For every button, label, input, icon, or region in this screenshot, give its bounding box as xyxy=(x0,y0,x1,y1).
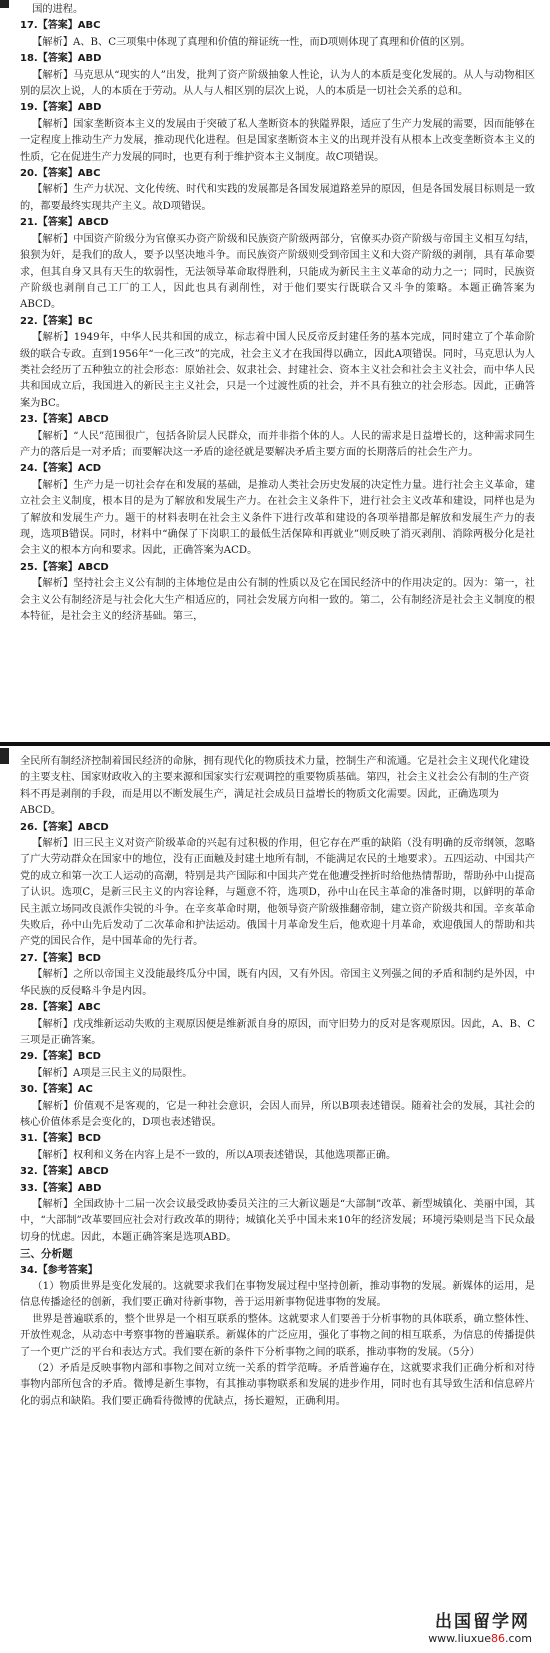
explanation-paragraph: 【解析】旧三民主义对资产阶级革命的兴起有过积极的作用，但它存在严重的缺陷（没有明确的反帝纲领，忽略了广大劳动群众在国家中的地位，没有正面触及封建土地所有制，不能满足农民的土地要求）。五四运动、中国共产党的成立和第一次工人运动的高潮，特别是共产国际和中国共产党在他遭受挫折时给他热情帮助，帮助孙中山提高了认识。选项C，是新三民主义的内容诠释，与题意不符，选项D，孙中山在民主革命的准备时期，以鲜明的革命民主派立场同改良派作尖锐的斗争。在辛亥革命时期，他领导资产阶级推翻帝制，建立资产阶级共和国。辛亥革命失败后，孙中山先后发动了二次革命和护法运动。俄国十月革命发生后，他欢迎十月革命，欢迎俄国人的帮助和共产党的国民合作，是中国革命的先行者。 xyxy=(20,838,535,948)
explanation-paragraph: （1）物质世界是变化发展的。这就要求我们在事物发展过程中坚持创新，推动事物的发展。新媒体的运用，是信息传播途径的创新，我们要正确对待新事物，善于运用新事物促进事物的发展。 xyxy=(20,1281,535,1309)
answer-key-line: 34.【参考答案】 xyxy=(20,1264,98,1276)
answer-key-line: 32.【答案】ABCD xyxy=(20,1166,109,1178)
answer-section-upper xyxy=(20,2,535,625)
answer-key-line: 25.【答案】ABCD xyxy=(20,561,109,573)
section-heading: 三、分析题 xyxy=(20,1248,73,1261)
explanation-paragraph: 国的进程。 xyxy=(32,4,84,15)
explanation-paragraph: 【解析】之所以帝国主义没能最终瓜分中国，既有内因，又有外因。帝国主义列强之间的矛盾和制约是外因，中华民族的反侵略斗争是内因。 xyxy=(20,969,535,997)
explanation-paragraph: 【解析】价值观不是客观的，它是一种社会意识，会因人而异，所以B项表述错误。随着社会的发展，其社会的核心价值体系是会变化的，D项也表述错误。 xyxy=(20,1100,535,1128)
explanation-paragraph: 世界是普遍联系的，整个世界是一个相互联系的整体。这就要求人们要善于分析事物的具体联系，确立整体性、开放性观念，从动态中考察事物的普遍联系。新媒体的广泛应用，强化了事物之间的相互联系，为信息的传播提供了一个更广泛的平台和表达方式。我们要在新的条件下分析事物之间的联系，推动事物的发展。（5分） xyxy=(20,1313,535,1358)
answer-key-line: 23.【答案】ABCD xyxy=(20,414,109,426)
explanation-paragraph: 【解析】生产力状况、文化传统、时代和实践的发展都是各国发展道路差异的原因，但是各国发展目标则是一致的，都要最终实现共产主义。故D项错误。 xyxy=(20,184,535,212)
explanation-paragraph: 【解析】1949年，中华人民共和国的成立，标志着中国人民反帝反封建任务的基本完成，同时建立了个革命阶级的联合专政。直到1956年“一化三改”的完成，社会主义才在我国得以确立，因此A项错误。同时，马克思认为人类社会经历了五种独立的社会形态：原始社会、奴隶社会、封建社会、资本主义社会和社会主义社会，而中华人民共和国成立后，我国进入的新民主主义社会，只是一个过渡性质的社会，并不具有独立的社会形态。因此，正确答案为BC。 xyxy=(20,332,535,409)
explanation-paragraph: 全民所有制经济控制着国民经济的命脉，拥有现代化的物质技术力量，控制生产和流通。它是社会主义现代化建设的主要支柱、国家财政收入的主要来源和国家实行宏观调控的重要物质基础。第四，社会主义社会公有制的生产资料不再是剥削的手段，而是用以不断发展生产，满足社会成员日益增长的物质文化需要。因此，正确选项为ABCD。 xyxy=(20,756,530,817)
answer-key-line: 31.【答案】BCD xyxy=(20,1133,101,1145)
answer-key-line: 17.【答案】ABC xyxy=(20,20,101,32)
scan-margin-mark xyxy=(0,0,9,8)
url-suffix: .com xyxy=(505,1632,532,1645)
explanation-paragraph: （2）矛盾是反映事物内部和事物之间对立统一关系的哲学范畴。矛盾普遍存在，这就要求我们正确分析和对待事物内部所包含的矛盾。微博是新生事物，有其推动事物联系和发展的进步作用，同时也有其导致生活和信息碎片化的弱点和缺陷。我们要正确看待微博的优缺点，扬长避短，正确利用。 xyxy=(20,1363,535,1407)
explanation-paragraph: 【解析】中国资产阶级分为官僚买办资产阶级和民族资产阶级两部分，官僚买办资产阶级与帝国主义相互勾结，狼狈为奸，是我们的敌人，要予以坚决地斗争。而民族资产阶级则受到帝国主义和大资产阶级的剥削，具有革命要求，但其自身又具有天生的软弱性，无法领导革命取得胜利，只能成为新民主主义革命的动力之一；同时，民族资产阶级也剥削自己工厂的工人，因此也具有剥削性，对于他们要实行既联合又斗争的策略。本题正确答案为ABCD。 xyxy=(20,233,535,311)
answer-key-line: 19.【答案】ABD xyxy=(20,102,102,114)
explanation-paragraph: 【解析】戊戌维新运动失败的主观原因便是维新派自身的原因，而守旧势力的反对是客观原因。因此，A、B、C三项是正确答案。 xyxy=(20,1018,535,1046)
url-prefix: www.liuxue xyxy=(428,1632,491,1645)
explanation-paragraph: 【解析】生产力是一切社会存在和发展的基础，是推动人类社会历史发展的决定性力量。进行社会主义革命，建立社会主义制度，根本目的是为了解放和发展生产力。在社会主义条件下，进行社会主义改革和建设，同样也是为了解放和发展生产力。题干的材料表明在社会主义条件下进行改革和建设的各项举措都是解放和发展生产力的表现，选项B错误。同时，材料中“确保了下岗职工的最低生活保障和再就业”则反映了消灭剥削、消除两极分化是社会主义的根本方向和要求。因此，正确答案为ACD。 xyxy=(20,479,535,557)
answer-key-line: 22.【答案】BC xyxy=(20,315,93,327)
url-number: 86 xyxy=(491,1632,505,1645)
answer-section-lower xyxy=(20,754,535,1410)
watermark-url xyxy=(428,1632,532,1645)
page-break-divider xyxy=(0,742,550,746)
watermark-brand: 出国留学网 xyxy=(435,1612,530,1632)
answer-key-line: 27.【答案】BCD xyxy=(20,952,101,964)
answer-key-line: 30.【答案】AC xyxy=(20,1084,93,1096)
answer-key-line: 26.【答案】ABCD xyxy=(20,821,109,833)
answer-key-line: 33.【答案】ABD xyxy=(20,1182,102,1194)
explanation-paragraph: 【解析】马克思从“现实的人”出发，批判了资产阶级抽象人性论，认为人的本质是变化发展的。从人与动物相区别的层次上说，人的本质在于劳动。从人与人相区别的层次上说，人的本质是一切社会关系的总和。 xyxy=(20,69,535,98)
explanation-paragraph: 【解析】全国政协十二届一次会议最受政协委员关注的三大新议题是“大部制”改革、新型城镇化、美丽中国，其中，“大部制”改革要回应社会对行政改革的期待；城镇化关乎中国未来10年的经济发展；环境污染则是当下民众最切身的忧虑。因此，本题正确答案是选项ABD。 xyxy=(20,1198,535,1243)
explanation-paragraph: 【解析】国家垄断资本主义的发展由于突破了私人垄断资本的狭隘界限，适应了生产力发展的需要，因而能够在一定程度上推动生产力发展，推动现代化进程。但是国家垄断资本主义的出现并没有从根本上改变垄断资本主义的性质，它在促进生产力发展的同时，也更有利于维护资本主义制度。故C项错误。 xyxy=(20,118,535,163)
explanation-paragraph: 【解析】A项是三民主义的局限性。 xyxy=(32,1067,193,1079)
answer-key-line: 18.【答案】ABD xyxy=(20,53,102,65)
explanation-paragraph: 【解析】“人民”范围很广，包括各阶层人民群众，而并非指个体的人。人民的需求是日益增长的，这种需求同生产力的落后是一对矛盾；而要解决这一矛盾的途径就是要解决矛盾主要方面的长期落后的社会生产力。 xyxy=(20,430,535,458)
answer-key-line: 29.【答案】BCD xyxy=(20,1051,101,1063)
explanation-paragraph: 【解析】坚持社会主义公有制的主体地位是由公有制的性质以及它在国民经济中的作用决定的。因为：第一，社会主义公有制经济是与社会化大生产相适应的，同社会发展方向相一致的。第二，公有制经济是社会主义制度的根本特征，是社会主义的经济基础。第三， xyxy=(20,578,535,623)
answer-key-line: 28.【答案】ABC xyxy=(20,1002,101,1014)
explanation-paragraph: 【解析】A、B、C三项集中体现了真理和价值的辩证统一性，而D项则体现了真理和价值的区别。 xyxy=(32,36,471,48)
explanation-paragraph: 【解析】权利和义务在内容上是不一致的，所以A项表述错误，其他选项都正确。 xyxy=(32,1149,397,1161)
scan-margin-mark xyxy=(0,748,9,764)
answer-key-line: 24.【答案】ACD xyxy=(20,463,102,475)
answer-key-line: 21.【答案】ABCD xyxy=(20,217,109,229)
answer-key-line: 20.【答案】ABC xyxy=(20,168,101,180)
